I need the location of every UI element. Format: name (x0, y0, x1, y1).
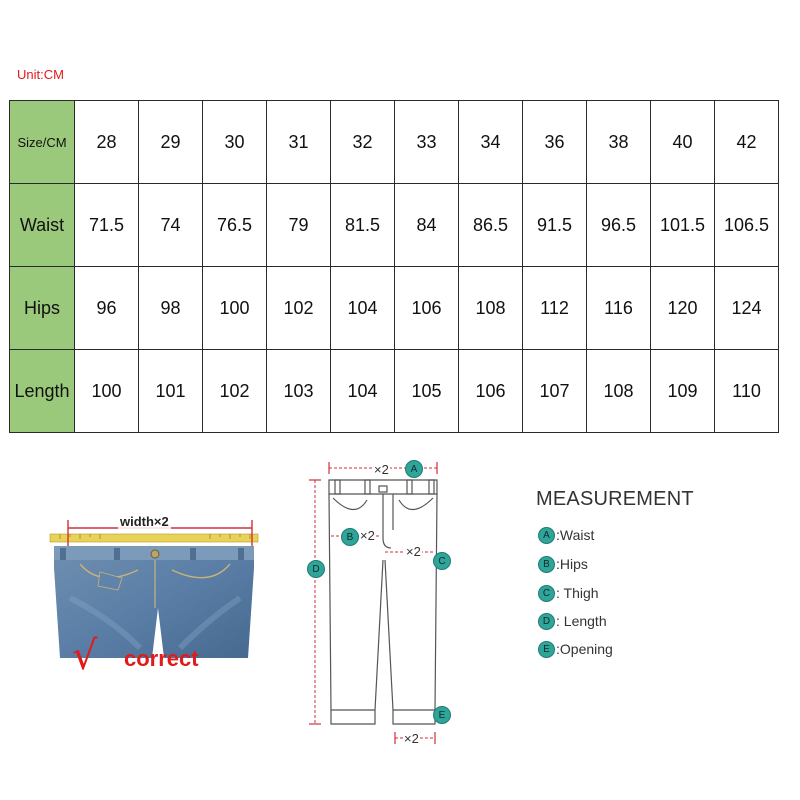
correct-label: correct (124, 646, 199, 671)
table-cell-length: 100 (75, 350, 139, 433)
waist-multiplier: ×2 (374, 462, 389, 477)
legend-item-label: : Length (556, 613, 607, 629)
table-cell-waist: 81.5 (331, 184, 395, 267)
table-cell-length: 105 (395, 350, 459, 433)
table-cell-size: 32 (331, 101, 395, 184)
table-cell-size: 42 (715, 101, 779, 184)
legend-item (538, 555, 588, 573)
table-cell-hips: 116 (587, 267, 651, 350)
table-cell-size: 30 (203, 101, 267, 184)
legend-badge: E (538, 641, 555, 658)
table-cell-size: 31 (267, 101, 331, 184)
jeans-photo (40, 508, 262, 693)
legend-item (538, 584, 599, 602)
table-cell-waist: 74 (139, 184, 203, 267)
row-header-hips: Hips (10, 267, 75, 350)
table-cell-length: 102 (203, 350, 267, 433)
legend-badge: D (538, 613, 555, 630)
table-cell-size: 28 (75, 101, 139, 184)
badge-d: D (307, 560, 325, 578)
table-cell-hips: 104 (331, 267, 395, 350)
table-cell-hips: 120 (651, 267, 715, 350)
check-mark-icon: √ (72, 633, 98, 679)
badge-e: E (433, 706, 451, 724)
legend-item-label: :Hips (556, 556, 588, 572)
table-cell-hips: 102 (267, 267, 331, 350)
width-label: width×2 (120, 514, 169, 529)
table-cell-hips: 108 (459, 267, 523, 350)
legend-item (538, 640, 613, 658)
table-row-hips (10, 267, 779, 350)
table-cell-hips: 100 (203, 267, 267, 350)
table-cell-size: 33 (395, 101, 459, 184)
measurement-legend (536, 488, 776, 668)
legend-badge: C (538, 585, 555, 602)
unit-label: Unit:CM (17, 67, 64, 82)
legend-item-label: : Thigh (556, 585, 599, 601)
badge-c: C (433, 552, 451, 570)
table-cell-waist: 76.5 (203, 184, 267, 267)
table-cell-size: 29 (139, 101, 203, 184)
table-cell-length: 103 (267, 350, 331, 433)
table-cell-size: 40 (651, 101, 715, 184)
legend-item (538, 526, 594, 544)
pants-outline-illustration (295, 450, 465, 750)
table-cell-waist: 79 (267, 184, 331, 267)
table-cell-hips: 98 (139, 267, 203, 350)
legend-badge: B (538, 556, 555, 573)
table-row-size (10, 101, 779, 184)
legend-badge: A (538, 527, 555, 544)
pants-diagram (295, 450, 465, 750)
table-row-length (10, 350, 779, 433)
size-chart-table (9, 100, 779, 433)
table-cell-waist: 106.5 (715, 184, 779, 267)
table-cell-size: 34 (459, 101, 523, 184)
table-cell-length: 109 (651, 350, 715, 433)
table-cell-waist: 96.5 (587, 184, 651, 267)
table-cell-size: 36 (523, 101, 587, 184)
table-row-waist (10, 184, 779, 267)
table-cell-length: 110 (715, 350, 779, 433)
row-header-waist: Waist (10, 184, 75, 267)
table-cell-length: 106 (459, 350, 523, 433)
badge-b: B (341, 528, 359, 546)
table-cell-hips: 96 (75, 267, 139, 350)
table-cell-length: 108 (587, 350, 651, 433)
badge-a: A (405, 460, 423, 478)
table-cell-waist: 91.5 (523, 184, 587, 267)
legend-item (538, 612, 607, 630)
legend-item-label: :Opening (556, 641, 613, 657)
table-cell-waist: 71.5 (75, 184, 139, 267)
table-cell-length: 107 (523, 350, 587, 433)
row-header-length: Length (10, 350, 75, 433)
table-cell-waist: 86.5 (459, 184, 523, 267)
hips-multiplier: ×2 (360, 528, 375, 543)
table-cell-hips: 106 (395, 267, 459, 350)
legend-title: MEASUREMENT (536, 488, 694, 510)
legend-item-label: :Waist (556, 527, 595, 543)
row-header-size: Size/CM (10, 101, 75, 184)
table-cell-waist: 101.5 (651, 184, 715, 267)
table-cell-length: 104 (331, 350, 395, 433)
table-cell-length: 101 (139, 350, 203, 433)
table-cell-hips: 124 (715, 267, 779, 350)
table-cell-size: 38 (587, 101, 651, 184)
thigh-multiplier: ×2 (406, 544, 421, 559)
table-cell-waist: 84 (395, 184, 459, 267)
opening-multiplier: ×2 (404, 731, 419, 746)
table-cell-hips: 112 (523, 267, 587, 350)
